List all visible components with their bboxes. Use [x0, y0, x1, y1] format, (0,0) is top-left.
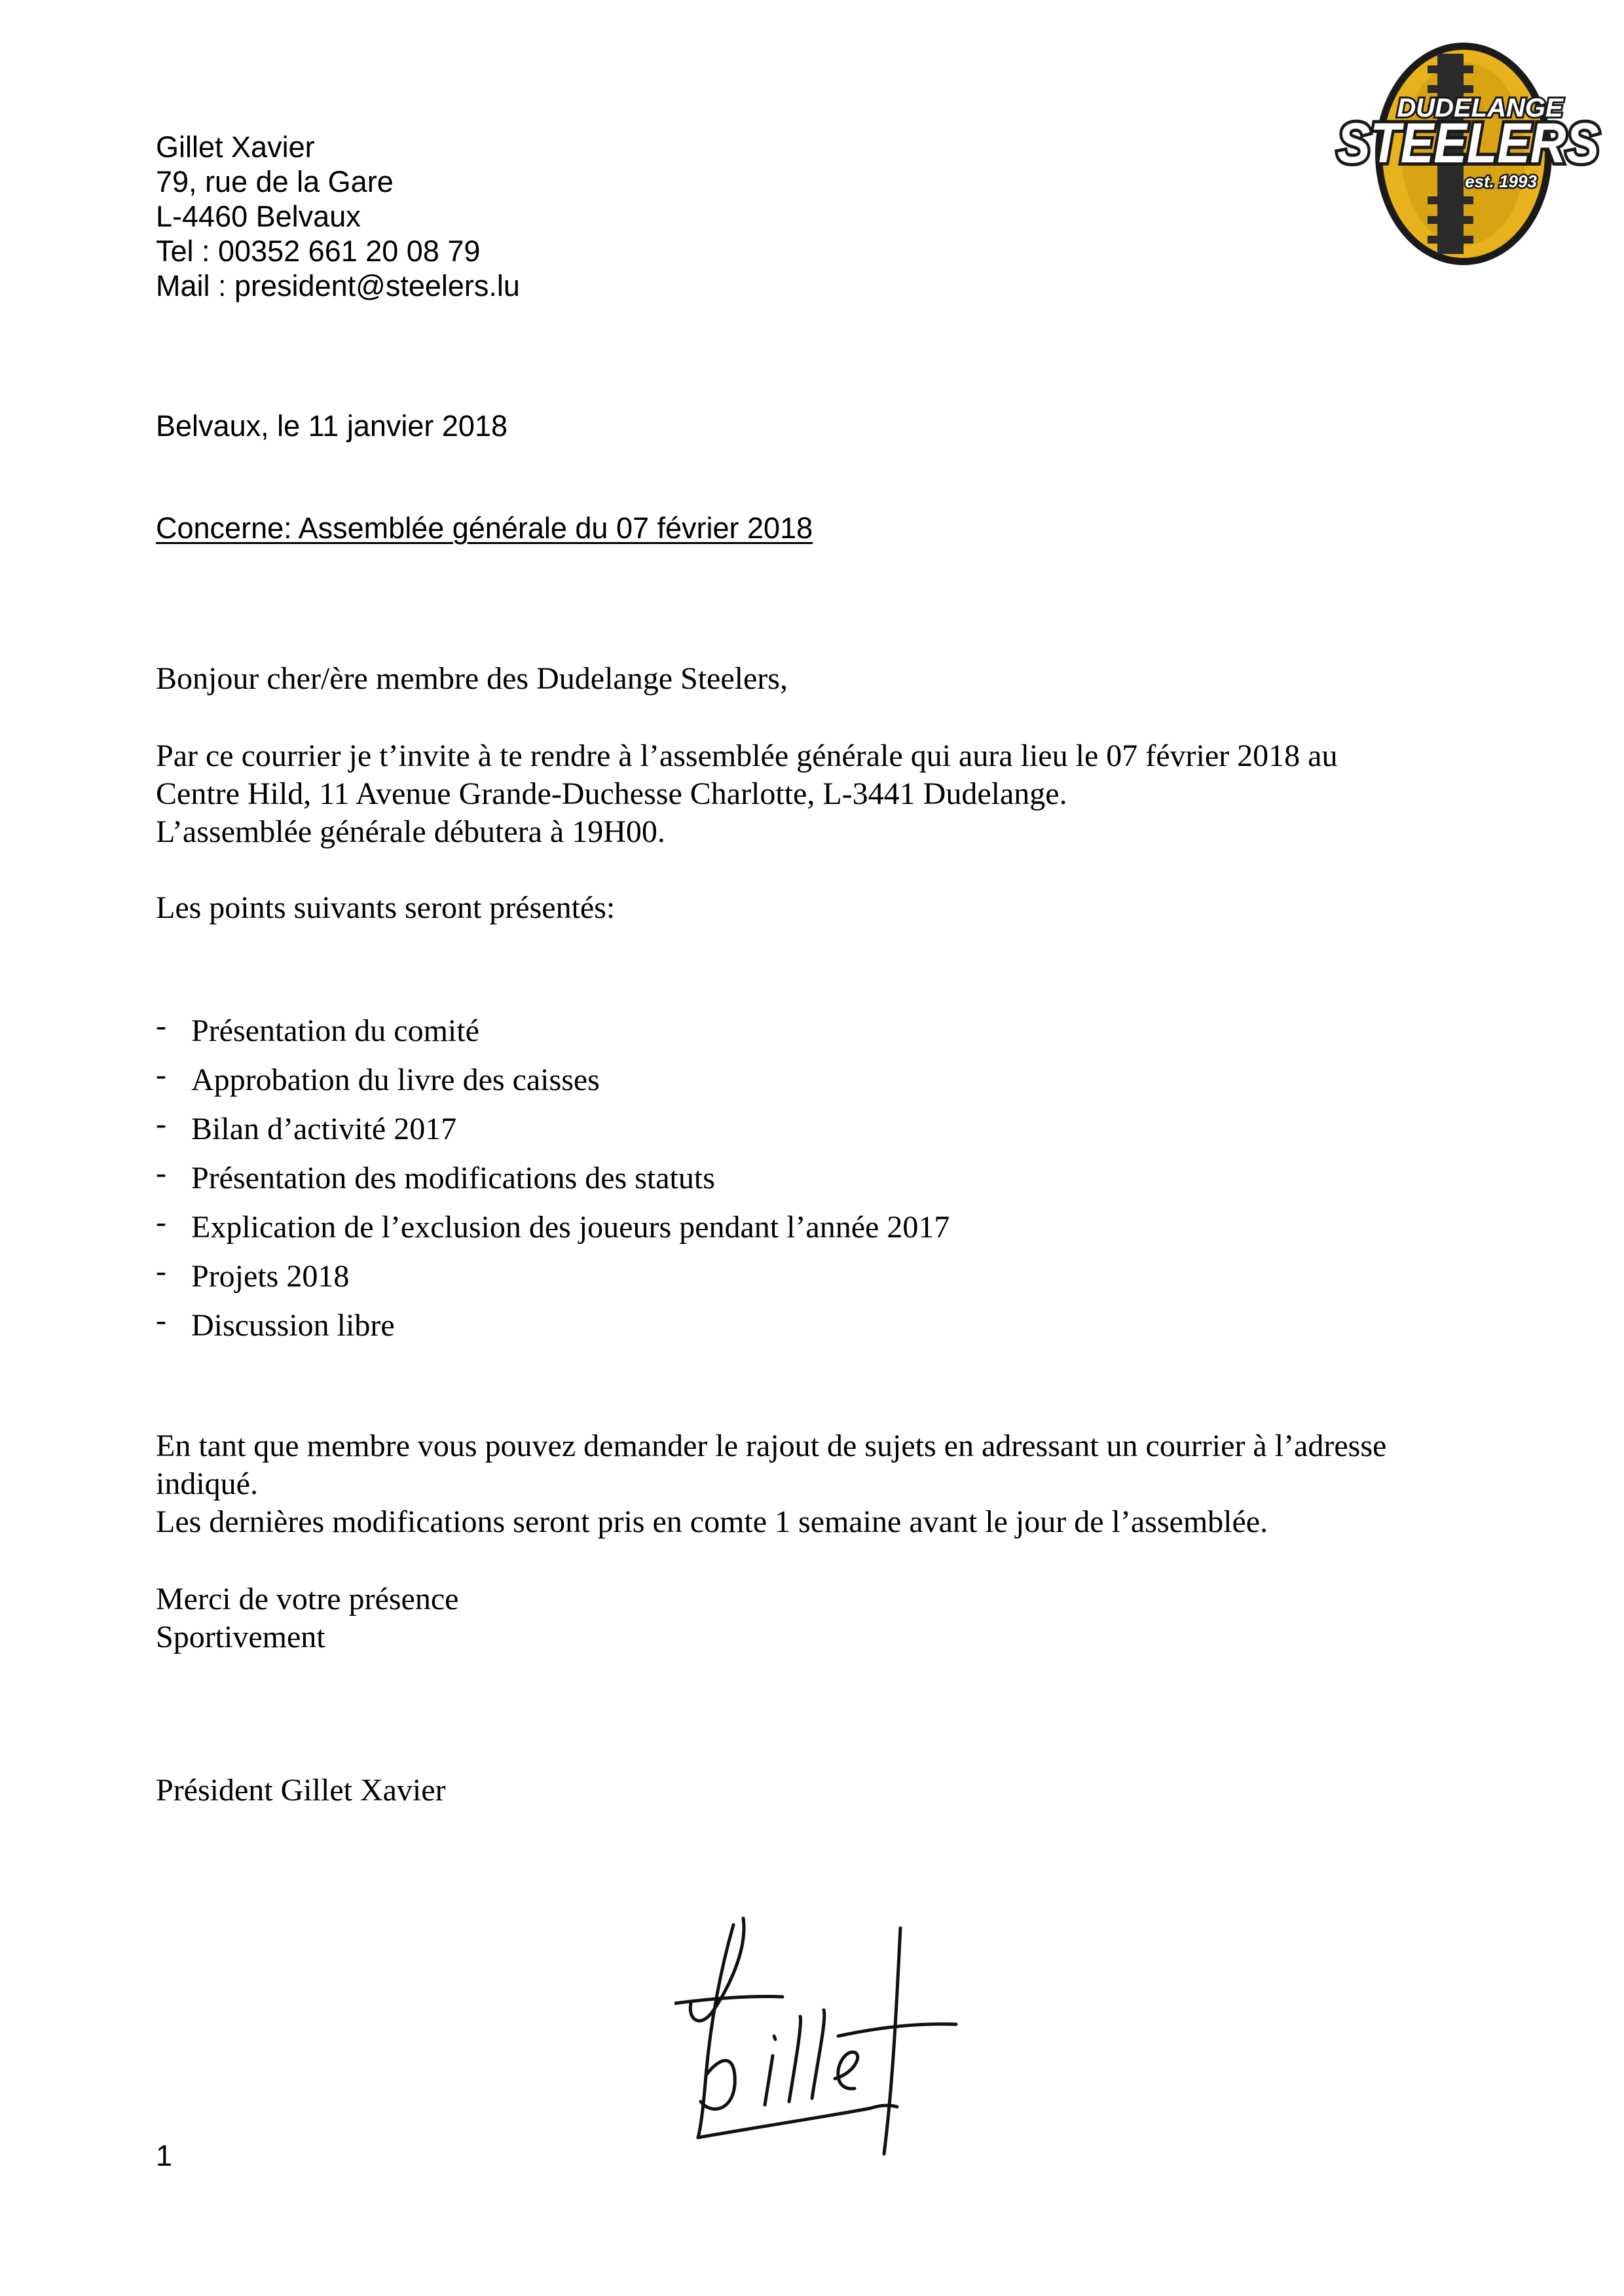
bullet-dash: - — [156, 1156, 166, 1190]
signatory-name: Président Gillet Xavier — [156, 1773, 446, 1808]
paragraph-line: L’assemblée générale débutera à 19H00. — [156, 814, 665, 849]
agenda-item — [156, 1106, 950, 1159]
agenda-item-text: Présentation des modifications des statuts — [191, 1161, 715, 1195]
agenda-item-text: Bilan d’activité 2017 — [191, 1112, 457, 1146]
closing-line: Merci de votre présence — [156, 1582, 459, 1616]
sender-city: L-4460 Belvaux — [156, 200, 361, 233]
agenda-item-text: Présentation du comité — [191, 1013, 479, 1048]
sender-mail: Mail : president@steelers.lu — [156, 269, 520, 302]
paragraph-line: En tant que membre vous pouvez demander le rajout de sujets en adressant un courrier à l’adresse — [156, 1429, 1387, 1463]
agenda-list — [156, 1008, 950, 1356]
agenda-item-text: Explication de l’exclusion des joueurs pendant l’année 2017 — [191, 1210, 950, 1245]
invitation-paragraph — [156, 737, 1466, 851]
bullet-dash: - — [156, 1254, 166, 1288]
sender-street: 79, rue de la Gare — [156, 165, 394, 198]
sender-name: Gillet Xavier — [156, 130, 315, 164]
bullet-dash: - — [156, 1205, 166, 1239]
sender-address — [156, 130, 520, 303]
letter-date: Belvaux, le 11 janvier 2018 — [156, 409, 508, 443]
agenda-item — [156, 1254, 950, 1307]
letter-subject: Concerne: Assemblée générale du 07 février 2018 — [156, 511, 813, 545]
paragraph-line: indiqué. — [156, 1467, 258, 1501]
agenda-item — [156, 1057, 950, 1110]
agenda-item — [156, 1205, 950, 1258]
points-intro — [156, 889, 1466, 927]
agenda-item — [156, 1156, 950, 1209]
points-intro-text: Les points suivants seront présentés: — [156, 890, 616, 925]
agenda-item — [156, 1303, 950, 1356]
greeting-text: Bonjour cher/ère membre des Dudelange Steelers, — [156, 661, 788, 696]
paragraph-line: Par ce courrier je t’invite à te rendre à l’assemblée générale qui aura lieu le 07 février 2018 au — [156, 738, 1338, 773]
agenda-item-text: Projets 2018 — [191, 1259, 350, 1294]
agenda-item — [156, 1008, 950, 1061]
paragraph-line: Centre Hild, 11 Avenue Grande-Duchesse Charlotte, L-3441 Dudelange. — [156, 776, 1067, 811]
agenda-item-text: Approbation du livre des caisses — [191, 1063, 600, 1097]
additional-topics-paragraph — [156, 1427, 1466, 1541]
steelers-logo — [1329, 39, 1604, 268]
bullet-dash: - — [156, 1057, 166, 1092]
logo-est-text: est. 1993 — [1465, 172, 1537, 191]
page-number: 1 — [156, 2139, 173, 2172]
signatory — [156, 1772, 1466, 1810]
logo-main-text: STEELERS — [1337, 112, 1599, 175]
sender-phone: Tel : 00352 661 20 08 79 — [156, 234, 481, 268]
greeting — [156, 660, 1466, 698]
agenda-item-text: Discussion libre — [191, 1308, 395, 1343]
closing — [156, 1580, 1466, 1656]
bullet-dash: - — [156, 1106, 166, 1141]
bullet-dash: - — [156, 1303, 166, 1338]
logo-top-text: DUDELANGE — [1397, 94, 1563, 122]
bullet-dash: - — [156, 1008, 166, 1043]
paragraph-line: Les dernières modifications seront pris en comte 1 semaine avant le jour de l’assemblée. — [156, 1504, 1268, 1539]
closing-line: Sportivement — [156, 1620, 325, 1654]
handwritten-signature — [674, 1912, 963, 2174]
